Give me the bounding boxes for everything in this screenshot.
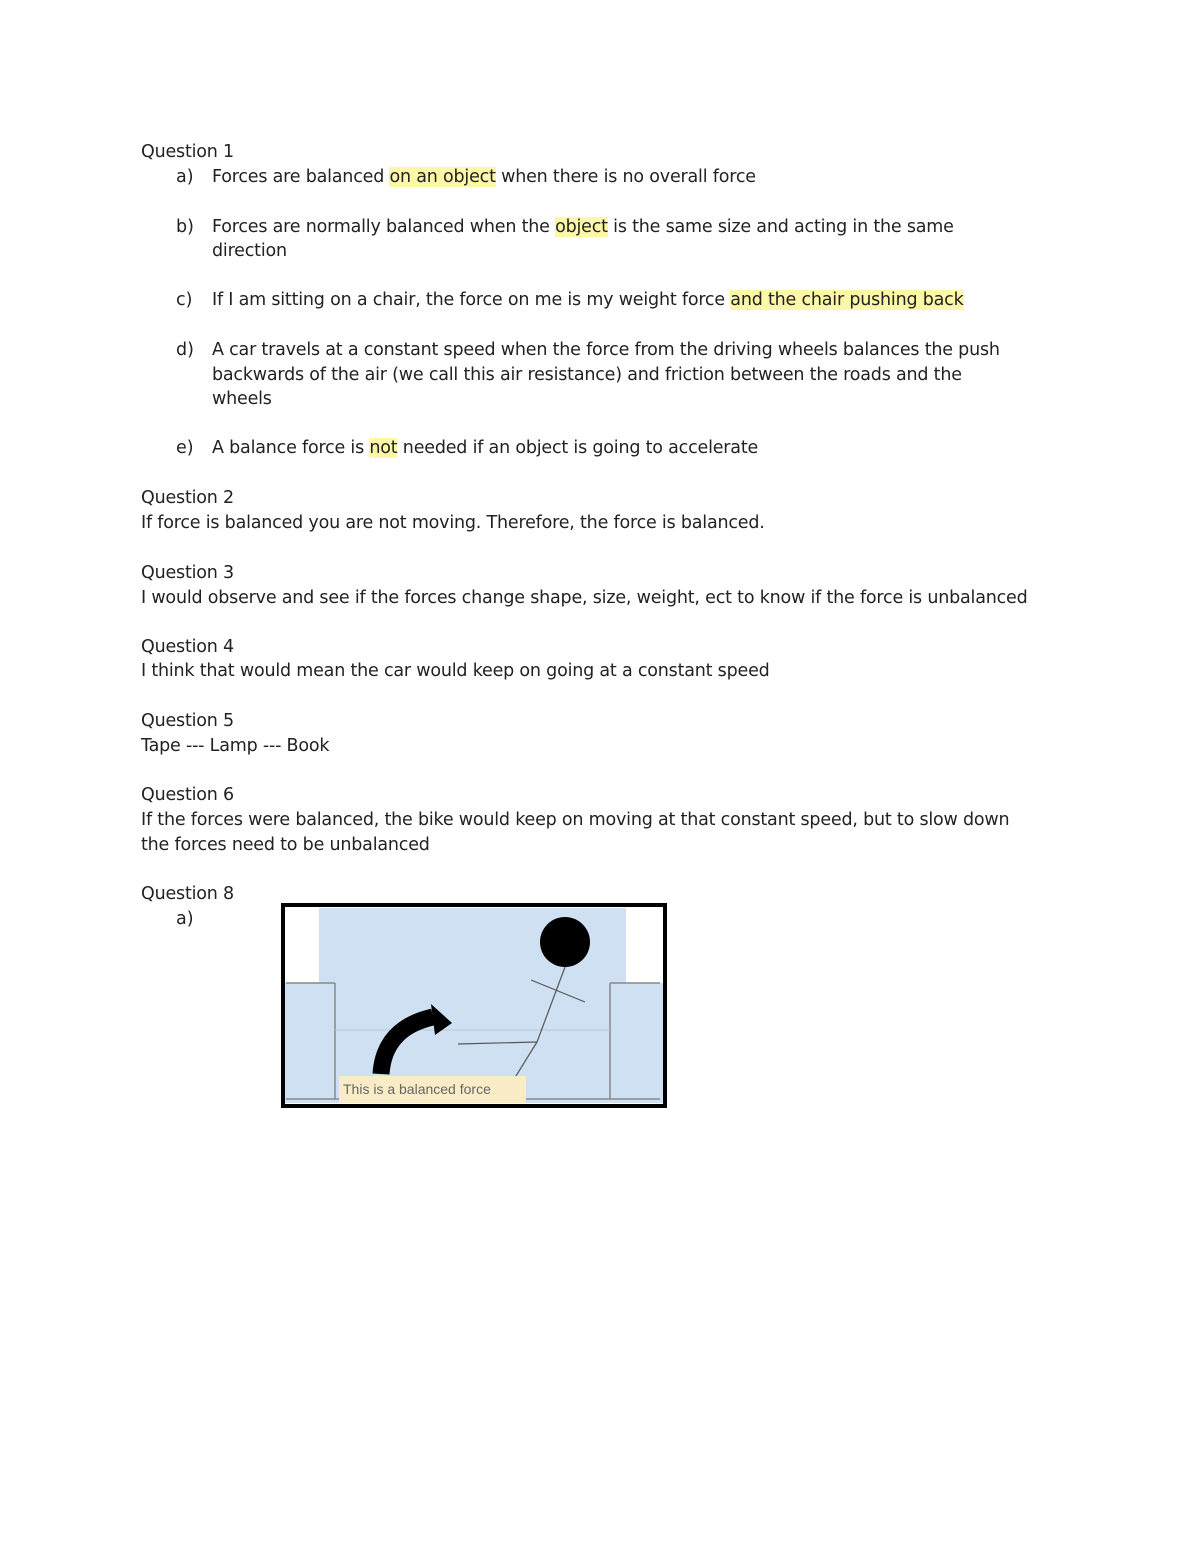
balanced-force-drawing [281, 903, 667, 1108]
question-4-title: Question 4 [141, 637, 234, 657]
drawing-canvas [281, 903, 667, 1108]
q1-answer-d-line2: backwards of the air (we call this air resistance) and friction between the roads and the [212, 365, 962, 385]
item-label-a: a) [176, 909, 194, 929]
highlight: not [369, 438, 398, 458]
text: Forces are normally balanced when the [212, 217, 556, 237]
question-1-title: Question 1 [141, 142, 234, 162]
question-5-title: Question 5 [141, 711, 234, 731]
text: If I am sitting on a chair, the force on me is my weight force [212, 290, 731, 310]
question-3-answer: I would observe and see if the forces change shape, size, weight, ect to know if the force is unbalanced [141, 588, 1028, 608]
item-label-c: c) [176, 290, 193, 310]
highlight: on an object [389, 167, 496, 187]
q1-answer-e [212, 436, 758, 460]
question-6-answer-line1: If the forces were balanced, the bike would keep on moving at that constant speed, but to slow down [141, 810, 1010, 830]
item-label-d: d) [176, 340, 194, 360]
q1-answer-d-line3: wheels [212, 389, 272, 409]
question-2-answer: If force is balanced you are not moving. Therefore, the force is balanced. [141, 513, 765, 533]
figure-head [540, 917, 590, 967]
text: is the same size and acting in the same [607, 217, 954, 237]
text: when there is no overall force [495, 167, 756, 187]
question-5-answer: Tape --- Lamp --- Book [141, 736, 330, 756]
item-label-a: a) [176, 167, 194, 187]
q1-answer-a [212, 165, 756, 189]
question-2-title: Question 2 [141, 488, 234, 508]
q1-answer-b-line2: direction [212, 241, 287, 261]
text: needed if an object is going to accelerate [397, 438, 759, 458]
text: Forces are balanced [212, 167, 390, 187]
question-6-answer-line2: the forces need to be unbalanced [141, 835, 430, 855]
question-8-title: Question 8 [141, 884, 234, 904]
q1-answer-b [212, 215, 954, 239]
item-label-e: e) [176, 438, 194, 458]
q1-answer-c [212, 288, 964, 312]
highlight: object [555, 217, 608, 237]
item-label-b: b) [176, 217, 194, 237]
question-3-title: Question 3 [141, 563, 234, 583]
question-6-title: Question 6 [141, 785, 234, 805]
q1-answer-d-line1: A car travels at a constant speed when the force from the driving wheels balances the push [212, 340, 1000, 360]
text: A balance force is [212, 438, 370, 458]
highlight: and the chair pushing back [730, 290, 964, 310]
caption-text: This is a balanced force [343, 1081, 491, 1097]
question-4-answer: I think that would mean the car would keep on going at a constant speed [141, 661, 770, 681]
